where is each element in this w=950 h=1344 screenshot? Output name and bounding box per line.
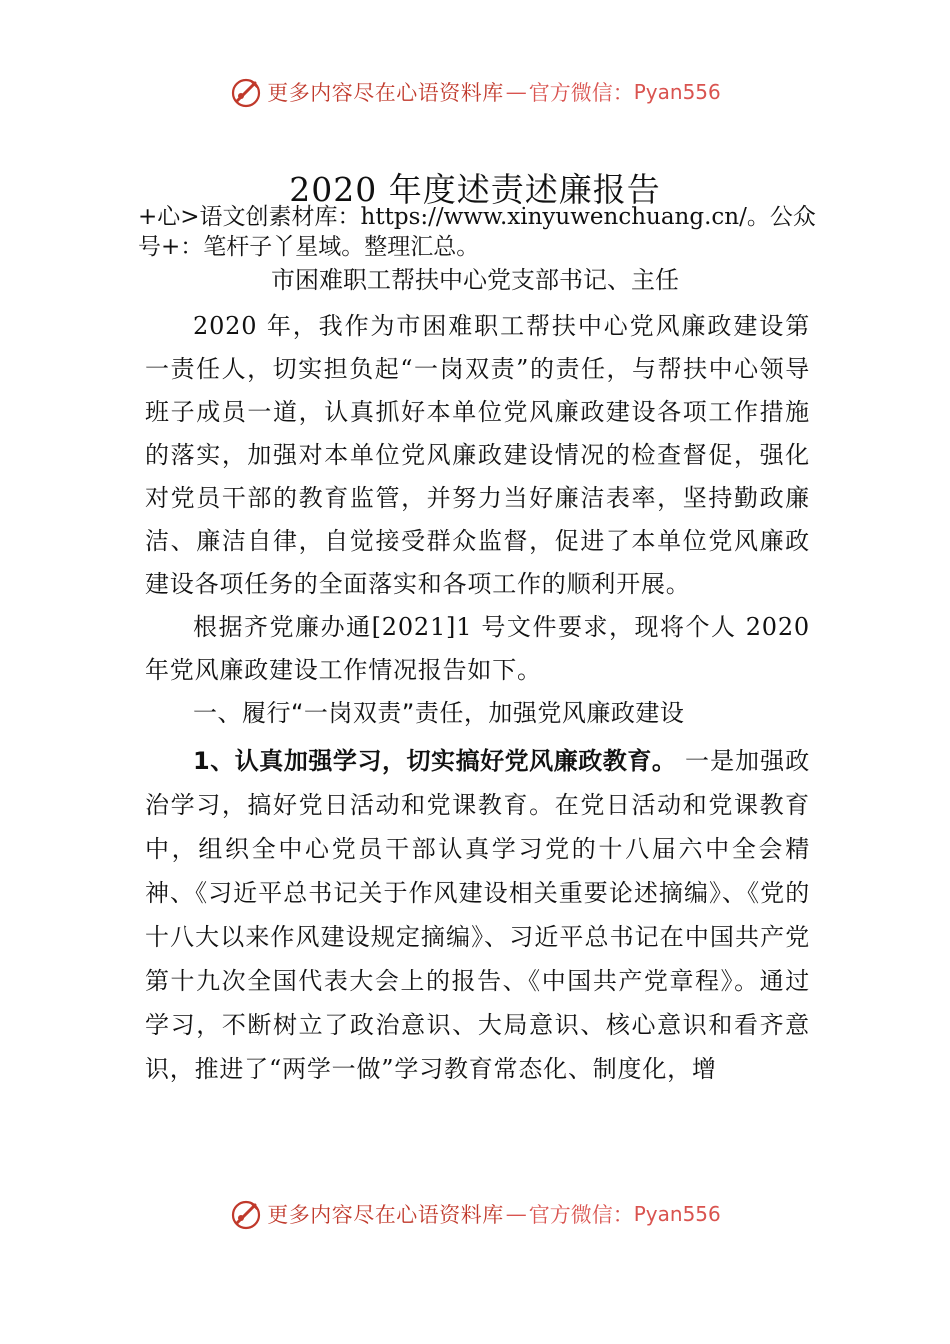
watermark-main-text: 更多内容尽在心语资料库 — [267, 81, 504, 105]
document-subtitle: 市困难职工帮扶中心党支部书记、主任 — [271, 266, 679, 294]
watermark-header — [0, 72, 950, 112]
section-heading-1: 一、履行“一岗双责”责任，加强党风廉政建设 — [193, 699, 685, 727]
item-lead-text: 1、认真加强学习，切实搞好党风廉政教育。 — [193, 747, 677, 775]
source-note: +心>语文创素材库：https://www.xinyuwenchuang.cn/。公众号+：笔杆子丫星域。整理汇总。 — [138, 204, 816, 260]
pen-logo-icon — [229, 1197, 263, 1231]
document-body — [145, 305, 810, 1091]
paragraph-intro: 2020 年，我作为市困难职工帮扶中心党风廉政建设第一责任人，切实担负起“一岗双责”的责任，与帮扶中心领导班子成员一道，认真抓好本单位党风廉政建设各项工作措施的落实，加强对本单位党风廉政建设情况的检查督促，强化对党员干部的教育监管，并努力当好廉洁表率，坚持勤政廉洁、廉洁自律，自觉接受群众监督，促进了本单位党风廉政建设各项任务的全面落实和各项工作的顺利开展。 — [145, 312, 810, 598]
paragraph-basis: 根据齐党廉办通[2021]1 号文件要求，现将个人 2020 年党风廉政建设工作情况报告如下。 — [145, 613, 810, 684]
watermark-footer — [0, 1194, 950, 1234]
watermark-contact-label: 官方微信： — [528, 1203, 634, 1227]
watermark-wechat-id: Pyan556 — [633, 1202, 721, 1226]
watermark-main-text: 更多内容尽在心语资料库 — [267, 1203, 504, 1227]
watermark-wechat-id: Pyan556 — [633, 80, 721, 104]
watermark-dash: — — [505, 1202, 527, 1226]
watermark-contact-label: 官方微信： — [528, 81, 634, 105]
document-title: 2020 年度述责述廉报告 — [289, 170, 661, 209]
watermark-dash: — — [505, 80, 527, 104]
item-body-text: 一是加强政治学习，搞好党日活动和党课教育。在党日活动和党课教育中，组织全中心党员干部认真学习党的十八届六中全会精神、《习近平总书记关于作风建设相关重要论述摘编》、《党的十八大以来作风建设规定摘编》、习近平总书记在中国共产党第十九次全国代表大会上的报告、《中国共产党章程》。通过学习，不断树立了政治意识、大局意识、核心意识和看齐意识，推进了“两学一做”学习教育常态化、制度化，增 — [145, 747, 810, 1083]
pen-logo-icon — [229, 75, 263, 109]
section-1-item-1 — [145, 739, 810, 1091]
